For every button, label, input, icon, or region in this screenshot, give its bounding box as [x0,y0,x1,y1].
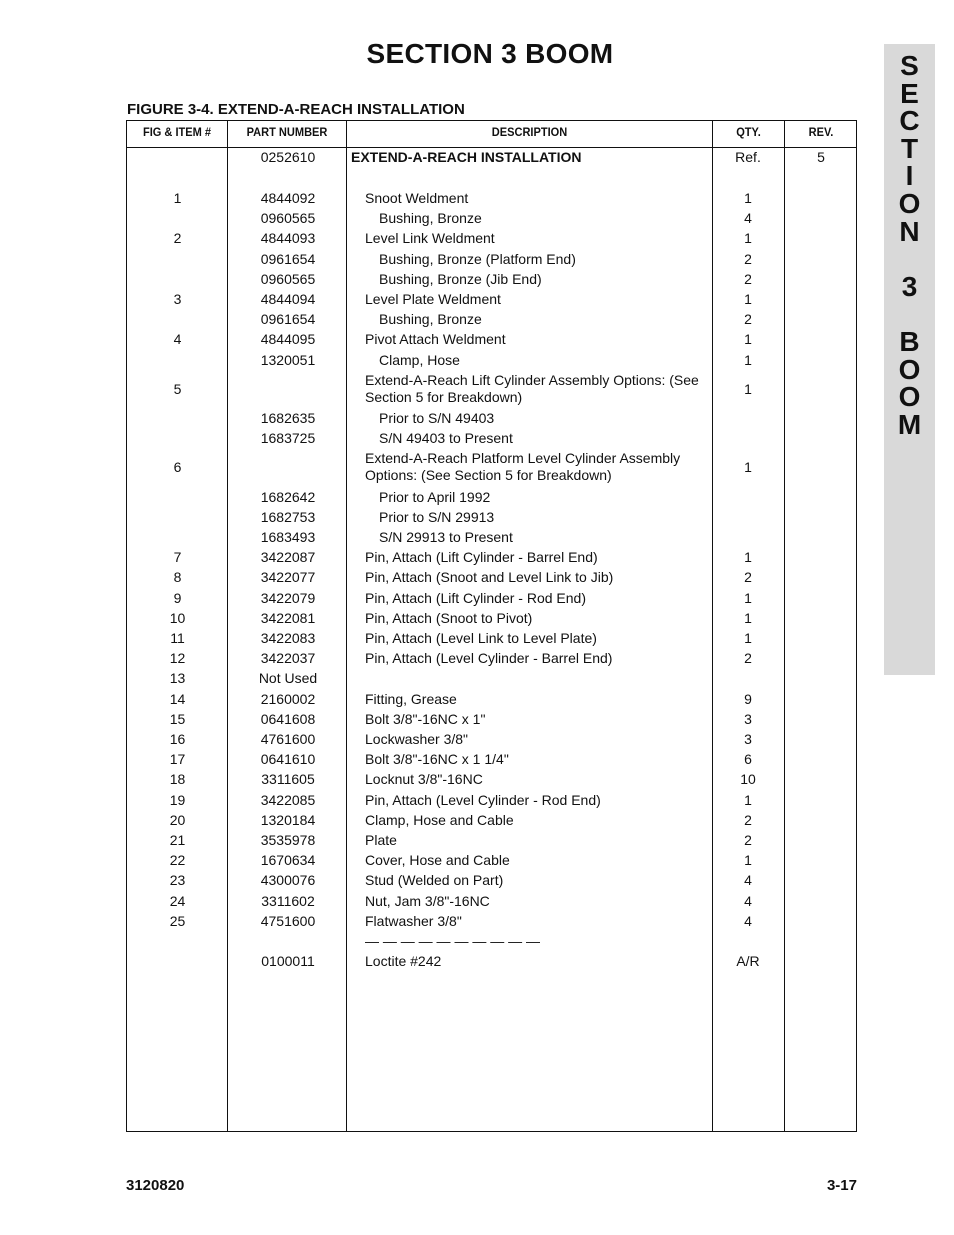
side-tab-letter: O [898,187,921,219]
header-divider [127,147,856,148]
description-cell: Prior to S/N 29913 [379,508,495,525]
item-number-cell: 21 [169,832,186,848]
description-cell: — — — — — — — — — — [365,933,541,949]
header-qty: QTY. [736,125,761,139]
part-number-cell: 1682753 [260,508,316,525]
part-number-cell: 4761600 [260,731,316,747]
item-number-cell: 9 [173,589,182,606]
part-number-cell: 1683493 [260,529,316,545]
description-cell: Pin, Attach (Lift Cylinder - Barrel End) [365,549,598,566]
qty-cell: 3 [744,710,752,727]
item-number-cell: 23 [169,872,186,889]
description-cell: S/N 49403 to Present [379,430,513,447]
rev-cell: 5 [817,149,825,165]
description-cell: Extend-A-Reach Platform Level Cylinder Assembly [365,450,681,467]
part-number-cell: 1682635 [260,410,316,426]
description-cell: Locknut 3/8"-16NC [365,771,483,788]
item-number-cell: 14 [169,690,186,707]
qty-cell: 2 [744,311,752,328]
part-number-cell: 1682642 [260,488,316,505]
qty-cell: Ref. [735,149,761,165]
description-cell: Pin, Attach (Lift Cylinder - Rod End) [365,589,586,606]
description-cell: EXTEND-A-REACH INSTALLATION [351,149,582,165]
page-title: SECTION 3 BOOM [366,38,614,69]
side-tab-letter: B [899,325,920,357]
side-tab-letter: S [900,50,919,81]
description-cell: Pin, Attach (Level Link to Level Plate) [365,630,597,646]
item-number-cell: 10 [169,609,186,626]
description-cell: Pin, Attach (Level Cylinder - Rod End) [365,791,601,808]
description-cell: Level Link Weldment [365,230,495,247]
description-cell: Flatwasher 3/8" [365,912,462,929]
qty-cell: 4 [744,210,752,227]
part-number-cell: 4751600 [260,912,316,929]
part-number-cell: 0252610 [260,149,316,165]
description-cell: Bolt 3/8"-16NC x 1 1/4" [365,751,509,768]
qty-cell: 1 [744,609,752,626]
description-cell: Cover, Hose and Cable [365,852,510,869]
part-number-cell: 0100011 [261,953,315,970]
part-number-cell: 3535978 [260,832,316,848]
side-tab-letter [884,300,935,328]
description-cell: Prior to S/N 49403 [379,410,495,426]
qty-cell: 2 [744,250,752,267]
qty-cell: 2 [744,270,752,287]
item-number-cell: 15 [169,710,186,727]
part-number-cell: 0960565 [260,270,316,287]
description-cell: Fitting, Grease [365,690,457,707]
description-cell: Plate [365,832,397,848]
side-tab-letter: O [898,381,921,413]
side-tab-letter: 3 [901,270,918,302]
qty-cell: 1 [744,589,752,606]
description-cell: Pin, Attach (Snoot and Level Link to Jib) [365,569,614,586]
part-number-cell: 0961654 [260,250,316,267]
description-cell: Stud (Welded on Part) [365,872,504,889]
side-tab-letter: T [900,132,919,164]
item-number-cell: 6 [173,459,182,476]
qty-cell: 1 [744,852,752,869]
column-divider [784,121,785,1131]
item-number-cell: 13 [169,670,186,687]
qty-cell: 1 [744,459,752,476]
footer-page-number: 3-17 [826,1177,857,1194]
part-number-cell: 0641608 [260,710,316,727]
item-number-cell: 1 [173,190,182,206]
description-cell: Bolt 3/8"-16NC x 1" [365,710,486,727]
description-cell-continued: Section 5 for Breakdown) [365,388,523,405]
item-number-cell: 3 [173,291,182,307]
header-part-number: PART NUMBER [246,125,328,139]
part-number-cell: 3422087 [260,549,316,566]
item-number-cell: 5 [173,380,182,397]
header-rev: REV. [808,125,834,139]
part-number-cell: 1670634 [260,852,316,869]
item-number-cell: 18 [169,771,186,788]
side-tab-letter [884,245,935,273]
part-number-cell: 3422079 [260,589,316,606]
part-number-cell: 0961654 [260,311,316,328]
qty-cell: 1 [744,291,752,307]
side-tab-letter: C [899,105,920,137]
part-number-cell: 3311605 [261,771,315,788]
description-cell: Extend-A-Reach Lift Cylinder Assembly Options: (See [365,371,699,388]
item-number-cell: 24 [169,892,186,909]
qty-cell: 4 [744,872,752,889]
description-cell: Lockwasher 3/8" [365,731,469,747]
description-cell: Loctite #242 [365,953,442,970]
part-number-cell: 4844093 [260,230,316,247]
qty-cell: 1 [744,190,752,206]
part-number-cell: 4844092 [260,190,316,206]
description-cell: Prior to April 1992 [379,488,491,505]
qty-cell: 6 [744,751,752,768]
qty-cell: 3 [744,731,752,747]
description-cell: Snoot Weldment [365,190,469,206]
qty-cell: 2 [744,650,752,667]
qty-cell: 1 [744,331,752,348]
part-number-cell: 1320184 [260,811,316,828]
qty-cell: 10 [740,771,756,788]
side-tab-letter: O [898,353,921,385]
part-number-cell: 1683725 [260,430,316,447]
description-cell: Bushing, Bronze [379,311,482,328]
part-number-cell: 3422083 [260,630,316,646]
qty-cell: 9 [744,690,752,707]
description-cell: Bushing, Bronze [379,210,482,227]
description-cell: Level Plate Weldment [365,291,501,307]
description-cell: Nut, Jam 3/8"-16NC [365,892,490,909]
qty-cell: A/R [736,953,760,970]
part-number-cell: 3422077 [260,569,316,586]
qty-cell: 2 [744,811,752,828]
description-cell: Clamp, Hose and Cable [365,811,514,828]
item-number-cell: 12 [169,650,186,667]
item-number-cell: 11 [170,630,185,646]
item-number-cell: 20 [169,811,186,828]
description-cell: Clamp, Hose [379,351,460,368]
section-side-tab [884,44,935,675]
part-number-cell: 4844094 [260,291,316,307]
part-number-cell: Not Used [258,670,318,687]
qty-cell: 1 [744,791,752,808]
part-number-cell: 3422081 [260,609,316,626]
footer-document-number: 3120820 [126,1177,185,1194]
item-number-cell: 2 [173,230,182,247]
part-number-cell: 1320051 [260,351,316,368]
part-number-cell: 4844095 [260,331,316,348]
qty-cell: 2 [744,832,752,848]
part-number-cell: 0641610 [260,751,316,768]
description-cell: Pin, Attach (Level Cylinder - Barrel End) [365,650,613,667]
header-item: FIG & ITEM # [142,125,212,139]
part-number-cell: 3422085 [260,791,316,808]
item-number-cell: 25 [169,912,186,929]
part-number-cell: 4300076 [260,872,316,889]
item-number-cell: 16 [169,731,186,747]
item-number-cell: 19 [169,791,186,808]
part-number-cell: 0960565 [260,210,316,227]
qty-cell: 1 [744,351,752,368]
qty-cell: 1 [744,549,752,566]
description-cell: Pin, Attach (Snoot to Pivot) [365,609,533,626]
qty-cell: 4 [744,892,752,909]
parts-table [126,120,857,1132]
side-tab-letter: N [899,215,920,247]
description-cell-continued: Options: (See Section 5 for Breakdown) [365,467,612,484]
qty-cell: 1 [744,380,752,397]
side-tab-letter: M [897,408,922,440]
item-number-cell: 7 [173,549,182,566]
figure-title: FIGURE 3-4. EXTEND-A-REACH INSTALLATION [127,101,465,118]
header-description: DESCRIPTION [491,125,568,139]
side-tab-letter: I [905,160,914,192]
description-cell: Pivot Attach Weldment [365,331,506,348]
part-number-cell: 2160002 [260,690,316,707]
qty-cell: 1 [744,630,752,646]
part-number-cell: 3422037 [260,650,316,667]
item-number-cell: 8 [173,569,182,586]
qty-cell: 4 [744,912,752,929]
description-cell: Bushing, Bronze (Jib End) [379,270,542,287]
description-cell: S/N 29913 to Present [379,529,513,545]
side-tab-letters [884,52,935,438]
item-number-cell: 17 [169,751,186,768]
qty-cell: 2 [744,569,752,586]
side-tab-letter: E [900,77,919,109]
item-number-cell: 22 [169,852,186,869]
qty-cell: 1 [744,230,752,247]
item-number-cell: 4 [173,331,182,348]
description-cell: Bushing, Bronze (Platform End) [379,250,576,267]
part-number-cell: 3311602 [261,892,315,909]
